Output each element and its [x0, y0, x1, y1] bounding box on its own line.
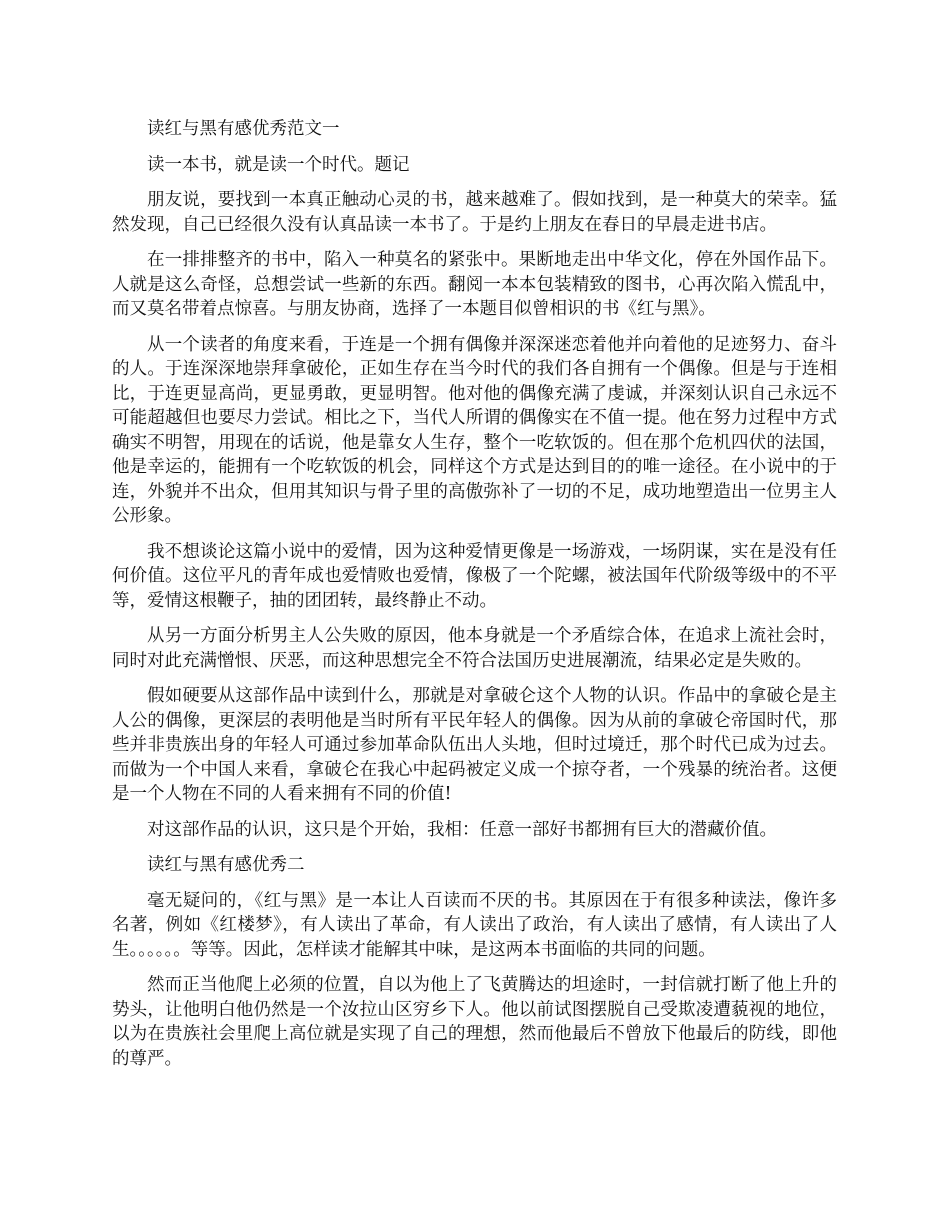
paragraph: 假如硬要从这部作品中读到什么，那就是对拿破仑这个人物的认识。作品中的拿破仑是主人公的偶像，更深层的表明他是当时所有平民年轻人的偶像。因为从前的拿破仑帝国时代，那些并非贵族出身的年轻人可通过参加革命队伍出人头地，但时过境迁，那个时代已成为过去。而做为一个中国人来看，拿破仑在我心中起码被定义成一个掠夺者，一个残暴的统治者。这便是一个人物在不同的人看来拥有不同的价值! — [112, 686, 837, 804]
essay-title-1: 读红与黑有感优秀范文一 — [147, 119, 340, 139]
paragraph: 对这部作品的认识，这只是个开始，我相：任意一部好书都拥有巨大的潜藏价值。 — [147, 819, 777, 840]
paragraph: 毫无疑问的，《红与黑》是一本让人百读而不厌的书。其原因在于有很多种读法，像许多名著，例如《红楼梦》，有人读出了革命，有人读出了政治，有人读出了感情，有人读出了人生。。。。。。等等。因此，怎样读才能解其中味，是这两本书面临的共同的问题。 — [112, 890, 837, 960]
essay-title-2: 读红与黑有感优秀二 — [147, 855, 305, 875]
paragraph: 然而正当他爬上必须的位置，自以为他上了飞黄腾达的坦途时，一封信就打断了他上升的势头，让他明白他仍然是一个汝拉山区穷乡下人。他以前试图摆脱自己受欺凌遭藐视的地位，以为在贵族社会里爬上高位就是实现了自己的理想，然而他最后不曾放下他最后的防线，即他的尊严。 — [112, 975, 837, 1069]
paragraph: 我不想谈论这篇小说中的爱情，因为这种爱情更像是一场游戏，一场阴谋，实在是没有任何价值。这位平凡的青年成也爱情败也爱情，像极了一个陀螺，被法国年代阶级等级中的不平等，爱情这根鞭子，抽的团团转，最终静止不动。 — [112, 541, 837, 611]
paragraph: 从一个读者的角度来看，于连是一个拥有偶像并深深迷恋着他并向着他的足迹努力、奋斗的人。于连深深地崇拜拿破伦，正如生存在当今时代的我们各自拥有一个偶像。但是与于连相比，于连更显高尚，更显勇敢，更显明智。他对他的偶像充满了虔诚，并深刻认识自己永远不可能超越但也要尽力尝试。相比之下，当代人所谓的偶像实在不值一提。他在努力过程中方式确实不明智，用现在的话说，他是靠女人生存，整个一吃软饭的。但在那个危机四伏的法国，他是幸运的，能拥有一个吃软饭的机会，同样这个方式是达到目的的唯一途径。在小说中的于连，外貌并不出众，但用其知识与骨子里的高傲弥补了一切的不足，成功地塑造出一位男主人公形象。 — [112, 334, 837, 526]
paragraph: 朋友说，要找到一本真正触动心灵的书，越来越难了。假如找到，是一种莫大的荣幸。猛然发现，自己已经很久没有认真品读一本书了。于是约上朋友在春日的早晨走进书店。 — [112, 190, 837, 235]
paragraph: 在一排排整齐的书中，陷入一种莫名的紧张中。果断地走出中华文化，停在外国作品下。人就是这么奇怪，总想尝试一些新的东西。翻阅一本本包装精致的图书，心再次陷入慌乱中，而又莫名带着点惊喜。与朋友协商，选择了一本题目似曾相识的书《红与黑》。 — [112, 250, 837, 319]
paragraph: 从另一方面分析男主人公失败的原因，他本身就是一个矛盾综合体，在追求上流社会时，同时对此充满憎恨、厌恶，而这种思想完全不符合法国历史进展潮流，结果必定是失败的。 — [112, 626, 837, 671]
epigraph: 读一本书，就是读一个时代。题记 — [147, 154, 410, 175]
document-page — [112, 117, 837, 1082]
